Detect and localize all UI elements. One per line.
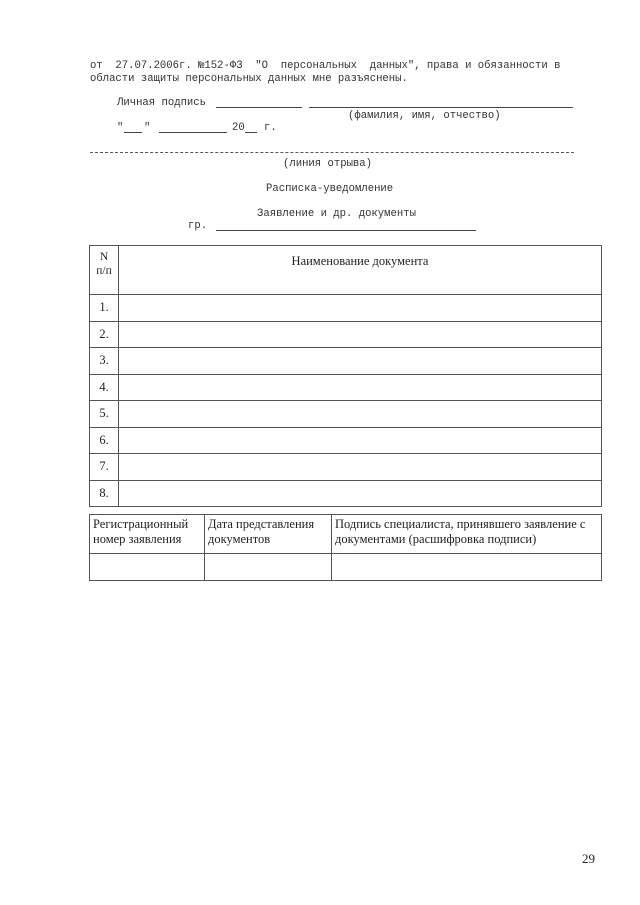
receipt-subtitle: Заявление и др. документы [257,208,416,220]
table-row [90,454,602,481]
submission-date-cell[interactable] [205,554,332,581]
table-row [90,401,602,428]
document-name-cell[interactable] [119,401,602,428]
fio-line [309,107,573,108]
submission-date-header: Дата представления документов [205,515,332,554]
document-name-cell[interactable] [119,374,602,401]
row-number: 3. [90,348,119,375]
row-number: 8. [90,480,119,507]
documents-table-header [90,246,602,295]
specialist-signature-header: Подпись специалиста, принявшего заявление с документами (расшифровка подписи) [332,515,602,554]
document-name-cell[interactable] [119,295,602,322]
row-number: 2. [90,321,119,348]
registration-table-header [90,515,602,554]
num-header-line-1: N [99,251,109,263]
table-row [90,427,602,454]
table-row [90,295,602,322]
tear-caption: (линия отрыва) [283,158,373,170]
date-quote-open: " [117,122,124,134]
receipt-title: Расписка-уведомление [266,183,394,195]
date-year-line [245,132,257,133]
fio-caption: (фамилия, имя, отчество) [348,110,501,122]
date-quote-close: " [144,122,151,134]
table-row [90,554,602,581]
tear-line [90,152,574,153]
document-name-cell[interactable] [119,348,602,375]
document-name-cell[interactable] [119,321,602,348]
registration-number-cell[interactable] [90,554,205,581]
table-row [90,480,602,507]
document-name-cell[interactable] [119,427,602,454]
signature-line [216,107,302,108]
page-number: 29 [582,851,595,866]
date-year-prefix: 20 [232,122,245,134]
citizen-name-line [216,230,476,231]
num-header-line-2: п/п [96,265,112,277]
consent-text-line-2: области защиты персональных данных мне разъяснены. [90,73,408,85]
registration-number-header: Регистрационный номер заявления [90,515,205,554]
specialist-signature-cell[interactable] [332,554,602,581]
citizen-prefix: гр. [188,220,208,232]
table-row [90,348,602,375]
row-number: 4. [90,374,119,401]
signature-label: Личная подпись [117,97,207,109]
documents-table [89,245,602,507]
date-year-suffix: г. [264,122,277,134]
table-row [90,321,602,348]
document-name-cell[interactable] [119,454,602,481]
date-day-line [124,132,142,133]
num-header [90,246,119,295]
row-number: 5. [90,401,119,428]
row-number: 6. [90,427,119,454]
consent-text-line-1: от 27.07.2006г. №152-ФЗ "О персональных данных", права и обязанности в [90,60,561,72]
document-name-cell[interactable] [119,480,602,507]
row-number: 7. [90,454,119,481]
row-number: 1. [90,295,119,322]
registration-table [89,514,602,581]
date-month-line [159,132,227,133]
name-header: Наименование документа [119,246,602,295]
table-row [90,374,602,401]
